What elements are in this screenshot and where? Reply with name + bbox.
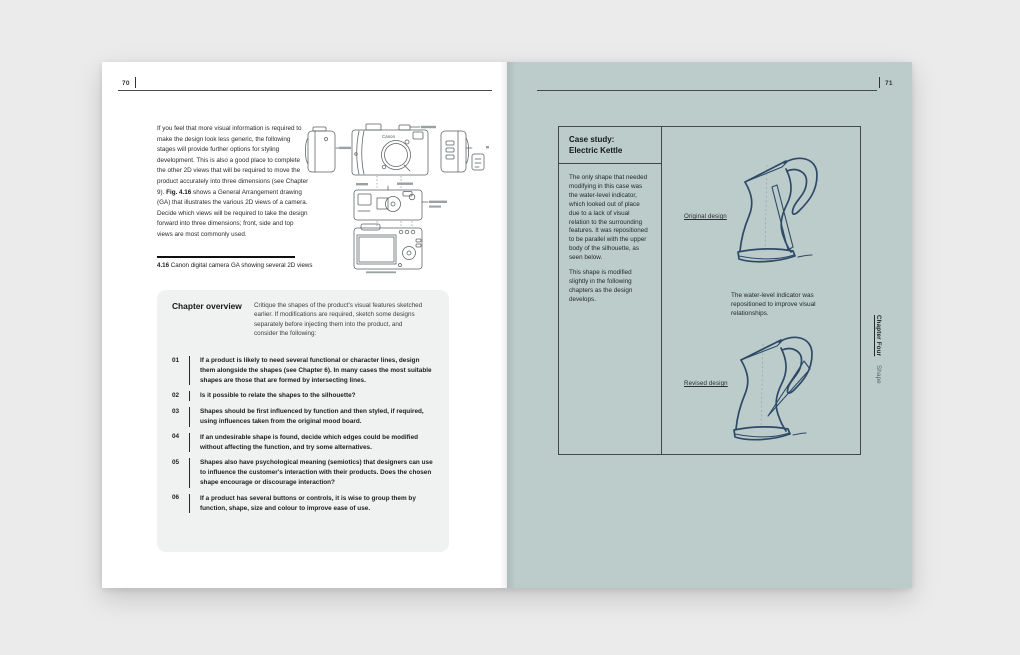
item-number: 02 — [172, 391, 180, 399]
item-number: 06 — [172, 494, 180, 502]
item-number: 01 — [172, 356, 180, 364]
water-level-indicator — [768, 361, 810, 416]
kettle-caption: The water-level indicator was repositioned to improve visual relationships. — [731, 292, 816, 318]
chapter-margin-tab — [875, 315, 882, 435]
kettle-sketch-revised — [727, 332, 827, 450]
item-text: If a product is likely to need several functional or character lines, design them alongside the shapes (see Chapter 6). In many cases the most suitable shapes are those that are formed by intersecting lines. — [189, 356, 434, 385]
overview-item — [172, 494, 434, 514]
overview-item — [172, 356, 434, 385]
folio-divider — [135, 77, 136, 88]
revised-design-label: Revised design — [684, 380, 728, 387]
kettle-body — [734, 337, 812, 439]
page-number-left — [122, 77, 136, 88]
folio-number: 71 — [885, 80, 893, 87]
folio-divider — [879, 77, 880, 88]
header-rule-right — [537, 90, 877, 91]
chapter-name: Chapter Four — [875, 315, 882, 357]
chapter-overview-list — [172, 356, 434, 519]
case-study-paragraph: The only shape that needed modifying in this case was the water-level indicator, which looked out of place due to a lack of visual relation to the surrounding features. It was repositioned to be parallel with the upper body of the silhouette, as seen below. — [569, 174, 648, 262]
figure-number: 4.16 — [157, 262, 170, 269]
item-text: Shapes should be first influenced by function and then styled, if required, using influences taken from the original mood board. — [189, 407, 434, 427]
intro-paragraph — [157, 124, 309, 241]
kettle-sketch-original — [729, 151, 834, 276]
chapter-overview-panel — [157, 290, 449, 552]
camera-top-view — [354, 190, 422, 220]
item-text: If an undesirable shape is found, decide which edges could be modified without affecting the function, and try some alternatives. — [189, 433, 434, 453]
page-number-right — [879, 77, 893, 88]
camera-left-side-view — [305, 127, 335, 172]
case-study-title-line1: Case study: — [569, 135, 615, 144]
folio-number: 70 — [122, 80, 130, 87]
canon-logo: Canon — [382, 134, 396, 139]
item-text: If a product has several buttons or controls, it is wise to group them by function, shape, size and colour to improve ease of use. — [189, 494, 434, 514]
chapter-overview-title: Chapter overview — [172, 301, 242, 311]
case-study-body — [559, 164, 661, 305]
case-study-text-column — [559, 127, 662, 454]
camera-back-view — [354, 224, 422, 269]
page-right — [507, 62, 912, 588]
header-rule-left — [118, 90, 492, 91]
overview-item — [172, 407, 434, 427]
page-left — [102, 62, 507, 588]
intro-text-before: If you feel that more visual information is required to make the design look less generic, the following stages will provide further options for styling development. This is also a good place to complete the other 2D views that will be required to move the product accurately into three dimensions (see Chapter 9). — [157, 125, 309, 196]
item-text: Shapes also have psychological meaning (semiotics) that designers can use to influence the customer's interaction with their products. Does the chosen shape encourage or discourage interaction? — [189, 458, 434, 487]
case-study-box — [558, 126, 861, 455]
item-number: 05 — [172, 458, 180, 466]
original-design-label: Original design — [684, 213, 727, 220]
camera-ga-drawing — [300, 118, 490, 276]
intro-text-after: shows a General Arrangement drawing (GA) that illustrates the various 2D views of a camera. Decide which views will be required to take the design forward into three dimensions; front, side and top views are most commonly used. — [157, 188, 308, 238]
case-study-paragraph: This shape is modified slightly in the following chapters as the design develops. — [569, 269, 633, 303]
overview-item — [172, 391, 434, 401]
section-name: Shape — [875, 365, 882, 385]
camera-right-side-view — [441, 131, 484, 172]
figure-reference: Fig. 4.16 — [166, 188, 192, 196]
item-number: 03 — [172, 407, 180, 415]
overview-item — [172, 458, 434, 487]
camera-front-view — [352, 124, 428, 175]
case-study-title — [559, 127, 661, 164]
overview-item — [172, 433, 434, 453]
case-study-title-line2: Electric Kettle — [569, 145, 623, 155]
item-text: Is it possible to relate the shapes to the silhouette? — [189, 391, 434, 401]
figure-caption-rule — [157, 256, 295, 258]
figure-caption — [157, 262, 317, 271]
book-spread — [102, 62, 912, 588]
item-number: 04 — [172, 433, 180, 441]
chapter-overview-intro: Critique the shapes of the product's visual features sketched earlier. If modifications are required, sketch some designs separately before injecting them into the product, and consider the following: — [254, 302, 423, 338]
figure-caption-text: Canon digital camera GA showing several 2D views — [169, 262, 313, 269]
